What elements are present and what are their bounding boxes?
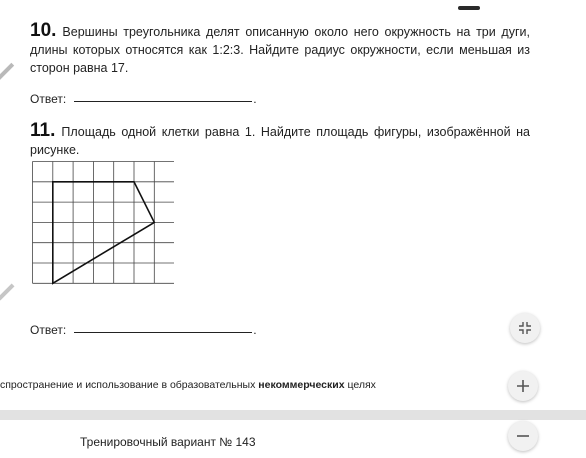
page-gap [0,410,586,420]
answer-dot: . [253,92,257,106]
task-text: Площадь одной клетки равна 1. Найдите площадь фигуры, изображённой на рисунке. [30,125,530,157]
collapse-button[interactable] [510,313,540,343]
banner-bold-text: некоммерческих [258,379,345,391]
task-10 [30,22,530,77]
quadrilateral-figure [53,182,155,283]
minus-icon [516,429,530,443]
task-number: 10. [30,20,57,41]
license-banner [0,379,376,391]
banner-text: спространение и использование в образовательных [0,379,259,391]
task-11 [30,122,530,159]
answer-line-10 [30,92,257,106]
answer-label: Ответ: [30,323,67,337]
answer-field[interactable] [74,332,252,333]
answer-field[interactable] [74,101,252,102]
answer-line-11 [30,323,257,337]
task-text: Вершины треугольника делят описанную около него окружность на три дуги, длины которых относятся как 1:2:3. Найдите радиус окружности, если меньшая из сторон равна 17. [30,25,530,75]
collapse-icon [518,321,532,335]
zoom-in-button[interactable] [508,371,538,401]
banner-text-end: целях [344,379,376,391]
zoom-out-button[interactable] [508,421,538,451]
grid-figure [32,161,174,287]
scan-artifact [458,6,480,10]
variant-title: Тренировочный вариант № 143 [80,435,256,449]
plus-icon [516,379,530,393]
answer-label: Ответ: [30,92,67,106]
task-number: 11. [30,120,56,141]
answer-dot: . [253,323,257,337]
